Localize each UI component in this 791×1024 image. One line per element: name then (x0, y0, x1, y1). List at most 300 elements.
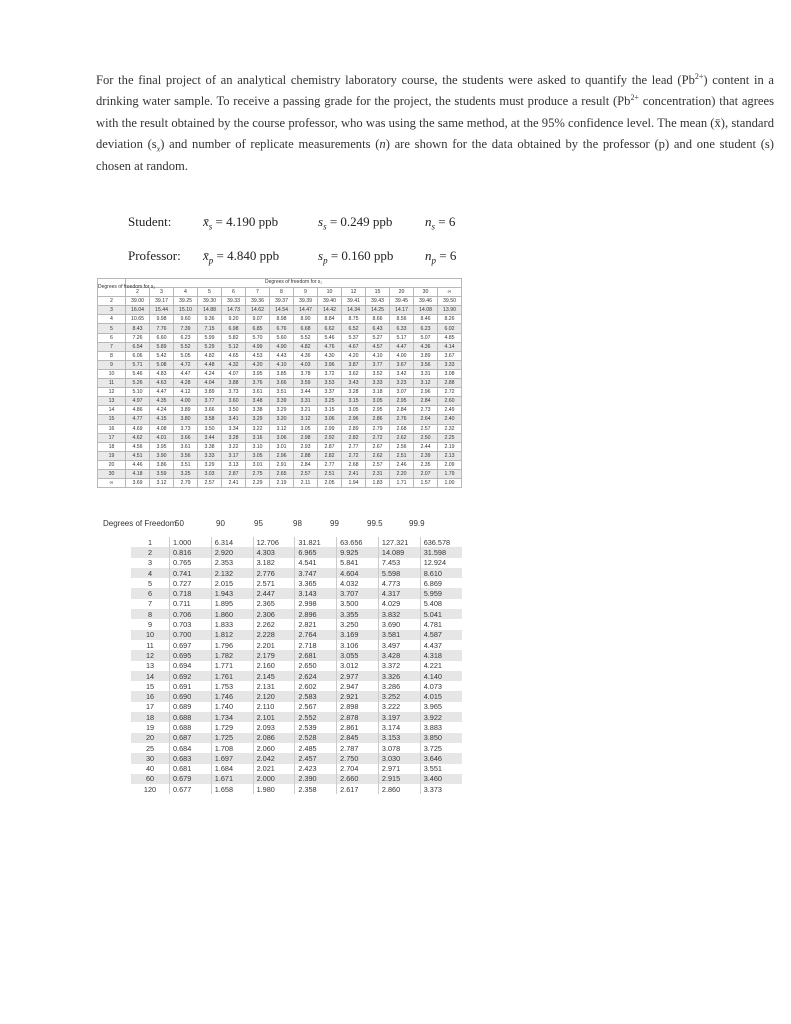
professor-n: $n_p = 6$ (425, 248, 457, 266)
t-table-cell: 2.845 (337, 733, 379, 743)
t-table-cell: 3.747 (295, 568, 337, 578)
t-table-row (131, 650, 462, 660)
f-table-cell: 39.33 (222, 297, 246, 306)
f-table-cell: 2.51 (390, 451, 414, 460)
f-table-col-header: 7 (246, 288, 270, 297)
t-table-cell: 4.587 (420, 630, 462, 640)
f-table-cell: 6.76 (270, 324, 294, 333)
f-table-cell: 2.57 (198, 479, 222, 488)
f-table-row-df: 19 (98, 451, 126, 460)
f-table-cell: 2.88 (294, 451, 318, 460)
f-table-cell: 3.56 (174, 451, 198, 460)
t-table-cell: 3.581 (378, 630, 420, 640)
f-table-corner: Degrees of freedom for s₂ (98, 279, 126, 297)
f-table-cell: 14.88 (198, 306, 222, 315)
f-table-row-df: 8 (98, 351, 126, 360)
t-table-cell: 1.943 (211, 588, 253, 598)
f-table-cell: 39.39 (294, 297, 318, 306)
f-table-cell: 3.25 (174, 469, 198, 478)
f-table-cell: 3.05 (294, 424, 318, 433)
t-table-row-df: 15 (145, 681, 155, 691)
f-table-cell: 2.87 (318, 442, 342, 451)
f-table-cell: 3.96 (318, 360, 342, 369)
f-table-cell: 3.41 (222, 415, 246, 424)
t-table-row-df: 17 (145, 702, 155, 712)
student-sd: $s_s = 0.249$ ppb (318, 214, 393, 232)
f-table-cell: 5.12 (222, 342, 246, 351)
f-table-cell: 16.04 (126, 306, 150, 315)
f-table-cell: 3.37 (318, 388, 342, 397)
f-table-cell: 3.12 (414, 379, 438, 388)
f-table-cell: 3.22 (222, 442, 246, 451)
f-table-cell: 2.84 (390, 406, 414, 415)
t-table-cell: 3.500 (337, 599, 379, 609)
f-table-cell: 3.13 (222, 460, 246, 469)
t-table-cell: 0.689 (170, 702, 212, 712)
t-table-row (131, 537, 462, 547)
t-table-cell: 63.656 (337, 537, 379, 547)
f-table-cell: 3.89 (198, 388, 222, 397)
f-table-cell: 7.76 (150, 324, 174, 333)
f-table-cell: 3.89 (174, 406, 198, 415)
f-table-row (98, 342, 462, 351)
f-table-cell: 4.65 (222, 351, 246, 360)
f-table-cell: 5.29 (198, 342, 222, 351)
f-table-cell: 4.72 (174, 360, 198, 369)
t-table-cell: 2.998 (295, 599, 337, 609)
f-table-cell: 3.67 (390, 360, 414, 369)
f-table-cell: 4.00 (174, 397, 198, 406)
f-table-cell: 3.73 (174, 424, 198, 433)
f-table-cell: 6.62 (318, 324, 342, 333)
f-table-row-df: 18 (98, 442, 126, 451)
f-table-cell: 3.05 (246, 451, 270, 460)
t-table-cell: 2.947 (337, 681, 379, 691)
f-table-cell: 2.07 (414, 469, 438, 478)
t-table-cell: 4.781 (420, 619, 462, 629)
f-table-cell: 6.43 (366, 324, 390, 333)
f-table-cell: 2.86 (366, 415, 390, 424)
f-table-col-header: 10 (318, 288, 342, 297)
f-table-cell: 3.22 (246, 424, 270, 433)
f-table-cell: 3.33 (198, 451, 222, 460)
t-table-cell: 1.895 (211, 599, 253, 609)
f-table-cell: 2.25 (438, 433, 462, 442)
t-table-cell: 3.197 (378, 712, 420, 722)
f-table-cell: 2.96 (342, 415, 366, 424)
f-table-cell: 7.26 (126, 333, 150, 342)
t-table-cell: 4.437 (420, 640, 462, 650)
f-table-cell: 3.50 (222, 406, 246, 415)
t-table-cell: 2.583 (295, 691, 337, 701)
f-table-cell: 2.41 (222, 479, 246, 488)
t-table-cell: 2.776 (253, 568, 295, 578)
f-table-cell: 2.84 (414, 397, 438, 406)
f-table-row (98, 315, 462, 324)
f-table-cell: 39.45 (390, 297, 414, 306)
f-table-col-header: 2 (126, 288, 150, 297)
f-table-cell: 6.85 (246, 324, 270, 333)
t-table-cell: 2.528 (295, 733, 337, 743)
t-table-cell: 2.353 (211, 558, 253, 568)
f-table-cell: 8.98 (270, 315, 294, 324)
f-table-cell: 39.41 (342, 297, 366, 306)
t-table (131, 537, 462, 794)
f-table-cell: 39.37 (270, 297, 294, 306)
f-table-cell: 4.24 (198, 369, 222, 378)
f-table-cell: 4.97 (126, 397, 150, 406)
f-table-cell: 4.85 (438, 333, 462, 342)
t-table-cell: 3.850 (420, 733, 462, 743)
t-table-row-df: 20 (131, 733, 170, 743)
t-table-cell: 0.691 (170, 681, 212, 691)
f-table-row (98, 324, 462, 333)
f-table-row-df: 9 (98, 360, 126, 369)
t-table-row (131, 671, 462, 681)
t-table-row-df: 2 (131, 547, 170, 557)
f-table-cell: 8.46 (414, 315, 438, 324)
f-table-cell: 39.25 (174, 297, 198, 306)
t-table-cell: 2.650 (295, 661, 337, 671)
f-table-cell: 2.56 (390, 442, 414, 451)
f-table-cell: 3.08 (438, 369, 462, 378)
f-table-cell: 2.35 (414, 460, 438, 469)
f-table-cell: 5.71 (126, 360, 150, 369)
t-table-row-df: 3 (147, 558, 153, 568)
f-table-cell: 3.29 (198, 460, 222, 469)
f-table-cell: 3.66 (174, 433, 198, 442)
f-table-cell: 6.52 (342, 324, 366, 333)
f-table-row-df: 13 (98, 397, 126, 406)
t-table-col-header: 98 (293, 519, 302, 528)
t-table-row (131, 599, 462, 609)
f-table-cell: 2.89 (342, 424, 366, 433)
f-table-cell: 4.56 (126, 442, 150, 451)
t-table-row-df: 12 (131, 650, 170, 660)
f-table-cell: 3.31 (294, 397, 318, 406)
f-table-row-df: 5 (98, 324, 126, 333)
f-table-cell: 39.30 (198, 297, 222, 306)
t-table-cell: 0.684 (170, 743, 212, 753)
t-table-row-df: 5 (147, 578, 153, 588)
t-table-cell: 4.318 (420, 650, 462, 660)
t-table-cell: 3.012 (337, 661, 379, 671)
t-table-cell: 2.920 (211, 547, 253, 557)
f-table-cell: 4.46 (126, 460, 150, 469)
t-table-cell: 12.706 (253, 537, 295, 547)
f-table-cell: 3.73 (222, 388, 246, 397)
t-table-cell: 2.060 (253, 743, 295, 753)
t-table-cell: 1.753 (211, 681, 253, 691)
t-table-cell: 3.055 (337, 650, 379, 660)
f-table-cell: 3.72 (318, 369, 342, 378)
t-table-cell: 4.032 (337, 578, 379, 588)
f-table-cell: 3.78 (294, 369, 318, 378)
f-table-col-header: 3 (150, 288, 174, 297)
f-table-cell: 9.98 (150, 315, 174, 324)
t-table-cell: 4.604 (337, 568, 379, 578)
f-table-cell: 2.11 (294, 479, 318, 488)
t-table-cell: 1.729 (211, 722, 253, 732)
t-table-cell: 3.222 (378, 702, 420, 712)
f-table-col-header: 12 (342, 288, 366, 297)
t-table-cell: 2.617 (337, 784, 379, 794)
f-table-cell: 4.76 (318, 342, 342, 351)
f-table-cell: 3.50 (198, 424, 222, 433)
t-table-cell: 1.708 (211, 743, 253, 753)
t-table-cell: 2.015 (211, 578, 253, 588)
f-table-cell: 3.85 (270, 369, 294, 378)
t-table-cell: 0.711 (170, 599, 212, 609)
t-table-cell: 3.497 (378, 640, 420, 650)
f-table-cell: 2.92 (318, 433, 342, 442)
f-table-row (98, 469, 462, 478)
t-table-cell: 3.078 (378, 743, 420, 753)
t-table-row (131, 784, 462, 794)
f-table-row-df: 20 (98, 460, 126, 469)
f-table-cell: 8.66 (366, 315, 390, 324)
f-table-row-df: 3 (98, 306, 126, 315)
f-table-row-df: 12 (98, 388, 126, 397)
t-table-cell: 1.761 (211, 671, 253, 681)
f-table-cell: 3.69 (126, 479, 150, 488)
f-table-cell: 3.01 (246, 460, 270, 469)
f-table-cell: 3.44 (294, 388, 318, 397)
problem-statement: For the final project of an analytical chemistry laboratory course, the students were asked to quantify the lead $(Pb^{2+})$ content in a drinking water sample. To receive a passing grade for the project, the students must produce a result ($Pb^{2+}$ concentration) that agrees with the result obtained by the course professor, who was using the same method, at the 95% confidence level. The mean (x̄), standard deviation $(s_x)$ and number of replicate measurements (n) are shown for the data obtained by the professor (p) and one student (s) chosen at random. (96, 71, 774, 173)
f-table-cell: 3.33 (366, 379, 390, 388)
t-table-cell: 1.725 (211, 733, 253, 743)
t-table-cell: 3.252 (378, 691, 420, 701)
t-table-cell: 5.041 (420, 609, 462, 619)
t-table-cell: 2.567 (295, 702, 337, 712)
f-table-cell: 5.52 (174, 342, 198, 351)
t-table-cell: 3.690 (378, 619, 420, 629)
f-table-cell: 5.52 (294, 333, 318, 342)
f-table-cell: 4.08 (150, 424, 174, 433)
t-table-cell: 2.977 (337, 671, 379, 681)
t-table-cell: 2.898 (337, 702, 379, 712)
f-table-cell: 4.77 (126, 415, 150, 424)
f-table-cell: 3.60 (222, 397, 246, 406)
f-table-cell: 2.82 (318, 451, 342, 460)
f-table-cell: 4.04 (198, 379, 222, 388)
f-table-row (98, 351, 462, 360)
f-table-row-df: 4 (98, 315, 126, 324)
f-table-cell: 14.73 (222, 306, 246, 315)
f-table-col-header: 30 (414, 288, 438, 297)
f-table-cell: 2.72 (366, 433, 390, 442)
f-table-cell: 15.10 (174, 306, 198, 315)
t-table-cell: 2.358 (295, 784, 337, 794)
f-table-cell: 2.31 (366, 469, 390, 478)
t-table-cell: 0.695 (170, 650, 212, 660)
f-table-cell: 7.15 (198, 324, 222, 333)
t-table-row-df: 4 (131, 568, 170, 578)
f-table-cell: 3.95 (246, 369, 270, 378)
professor-mean: $x̄_p = 4.840$ ppb (203, 248, 280, 266)
f-table-cell: 3.10 (246, 442, 270, 451)
student-n: $n_s = 6$ (425, 214, 456, 232)
t-table-cell: 2.228 (253, 630, 295, 640)
t-table-cell: 2.160 (253, 661, 295, 671)
f-table-cell: 3.89 (414, 351, 438, 360)
t-table-cell: 3.355 (337, 609, 379, 619)
f-table-cell: 2.76 (390, 415, 414, 424)
t-table-row-df: 30 (131, 753, 170, 763)
t-table-cell: 5.841 (337, 558, 379, 568)
f-table-cell: 5.42 (150, 351, 174, 360)
t-table-cell: 0.697 (170, 640, 212, 650)
f-table-cell: 8.90 (294, 315, 318, 324)
t-table-row (131, 691, 462, 701)
f-table-cell: 3.39 (270, 397, 294, 406)
f-table-cell: 4.10 (366, 351, 390, 360)
f-table-cell: 6.06 (126, 351, 150, 360)
f-table-cell: 3.76 (246, 379, 270, 388)
t-table-cell: 2.681 (295, 650, 337, 660)
t-table-cell: 0.718 (170, 588, 212, 598)
t-table-row (131, 578, 462, 588)
f-table-cell: 2.68 (342, 460, 366, 469)
f-table-cell: 5.05 (174, 351, 198, 360)
f-table-cell: 3.07 (390, 388, 414, 397)
t-table-cell: 5.598 (378, 568, 420, 578)
f-table-cell: 6.33 (390, 324, 414, 333)
t-table-col-header: 90 (216, 519, 225, 528)
f-table-cell: 5.99 (198, 333, 222, 342)
t-table-cell: 2.086 (253, 733, 295, 743)
f-table-cell: 3.33 (438, 360, 462, 369)
f-table-cell: 2.65 (270, 469, 294, 478)
f-table-cell: 2.29 (246, 479, 270, 488)
t-table-col-header: 50 (175, 519, 184, 528)
f-table-row-df: 30 (98, 469, 126, 478)
f-table-cell: 3.88 (222, 379, 246, 388)
t-table-cell: 2.110 (253, 702, 295, 712)
f-table-cell: 3.56 (414, 360, 438, 369)
t-table-row-df: 7 (147, 599, 153, 609)
f-table-cell: 3.51 (174, 460, 198, 469)
f-table-cell: 3.16 (246, 433, 270, 442)
f-table-cell: 39.17 (150, 297, 174, 306)
f-table-cell: 3.31 (414, 369, 438, 378)
f-table-cell: 1.79 (438, 469, 462, 478)
t-table-cell: 12.924 (420, 558, 462, 568)
t-table-cell: 3.153 (378, 733, 420, 743)
t-table-cell: 1.658 (211, 784, 253, 794)
t-table-row-df: 6 (131, 588, 170, 598)
f-table-cell: 8.84 (318, 315, 342, 324)
f-table-cell: 8.43 (126, 324, 150, 333)
f-table-cell: 8.56 (390, 315, 414, 324)
f-table-row (98, 369, 462, 378)
f-table-cell: 2.41 (342, 469, 366, 478)
f-table-col-header: 6 (222, 288, 246, 297)
t-table-cell: 0.690 (170, 691, 212, 701)
f-table-cell: 14.62 (246, 306, 270, 315)
f-table-cell: 4.83 (150, 369, 174, 378)
professor-sd: $s_p = 0.160$ ppb (318, 248, 394, 266)
t-table-cell: 2.201 (253, 640, 295, 650)
t-table-cell: 2.571 (253, 578, 295, 588)
f-table-cell: 3.29 (270, 406, 294, 415)
t-table-cell: 3.143 (295, 588, 337, 598)
t-table-row (131, 661, 462, 671)
t-table-cell: 2.306 (253, 609, 295, 619)
f-table-cell: 2.75 (246, 469, 270, 478)
f-table-cell: 3.43 (342, 379, 366, 388)
t-table-row-df: 60 (131, 774, 170, 784)
f-table-cell: 4.63 (150, 379, 174, 388)
f-table-col-header: 8 (270, 288, 294, 297)
t-table-cell: 2.896 (295, 609, 337, 619)
t-table-cell: 1.734 (211, 712, 253, 722)
f-table-row (98, 451, 462, 460)
t-table-cell: 2.021 (253, 764, 295, 774)
f-table-cell: 4.82 (198, 351, 222, 360)
t-table-row (131, 702, 462, 712)
f-table-cell: 3.05 (342, 406, 366, 415)
f-table-cell: 1.00 (438, 479, 462, 488)
t-table-cell: 0.741 (170, 568, 212, 578)
t-table-cell: 1.684 (211, 764, 253, 774)
t-table-cell: 3.182 (253, 558, 295, 568)
f-table-cell: 3.67 (438, 351, 462, 360)
f-table-cell: 14.17 (390, 306, 414, 315)
f-table-cell: 4.12 (174, 388, 198, 397)
f-table-cell: 2.39 (414, 451, 438, 460)
f-table-cell: 5.46 (126, 369, 150, 378)
f-table-cell: 6.68 (294, 324, 318, 333)
t-table-cell: 1.771 (211, 661, 253, 671)
f-table-cell: 3.17 (222, 451, 246, 460)
t-table-cell: 6.965 (295, 547, 337, 557)
f-table-cell: 4.20 (246, 360, 270, 369)
f-table-cell: 2.62 (366, 451, 390, 460)
f-table-cell: 3.15 (318, 406, 342, 415)
t-table-cell: 3.372 (378, 661, 420, 671)
t-table-cell: 3.030 (378, 753, 420, 763)
f-table-cell: 5.17 (390, 333, 414, 342)
t-table-cell: 4.029 (378, 599, 420, 609)
t-table-cell: 1.980 (253, 784, 295, 794)
f-table-cell: 2.72 (342, 451, 366, 460)
f-table-cell: 2.68 (390, 424, 414, 433)
t-table-row (131, 630, 462, 640)
f-table-row (98, 479, 462, 488)
f-table-cell: 5.07 (414, 333, 438, 342)
f-table-cell: 2.77 (318, 460, 342, 469)
f-table-cell: 3.80 (174, 415, 198, 424)
t-table-cell: 2.131 (253, 681, 295, 691)
f-table-row (98, 415, 462, 424)
f-table-cell: 2.64 (414, 415, 438, 424)
t-table-cell: 3.646 (420, 753, 462, 763)
f-table-cell: 2.32 (438, 424, 462, 433)
f-table-cell: 5.60 (270, 333, 294, 342)
f-table-cell: 4.20 (342, 351, 366, 360)
t-table-cell: 6.314 (211, 537, 253, 547)
t-table-cell: 2.787 (337, 743, 379, 753)
f-table-cell: 2.79 (366, 424, 390, 433)
t-table-cell: 9.925 (337, 547, 379, 557)
f-table-cell: 2.09 (438, 460, 462, 469)
f-table (97, 278, 462, 488)
f-table-cell: 14.34 (342, 306, 366, 315)
f-table-cell: 3.95 (150, 442, 174, 451)
t-table-cell: 3.551 (420, 764, 462, 774)
t-table-cell: 1.812 (211, 630, 253, 640)
